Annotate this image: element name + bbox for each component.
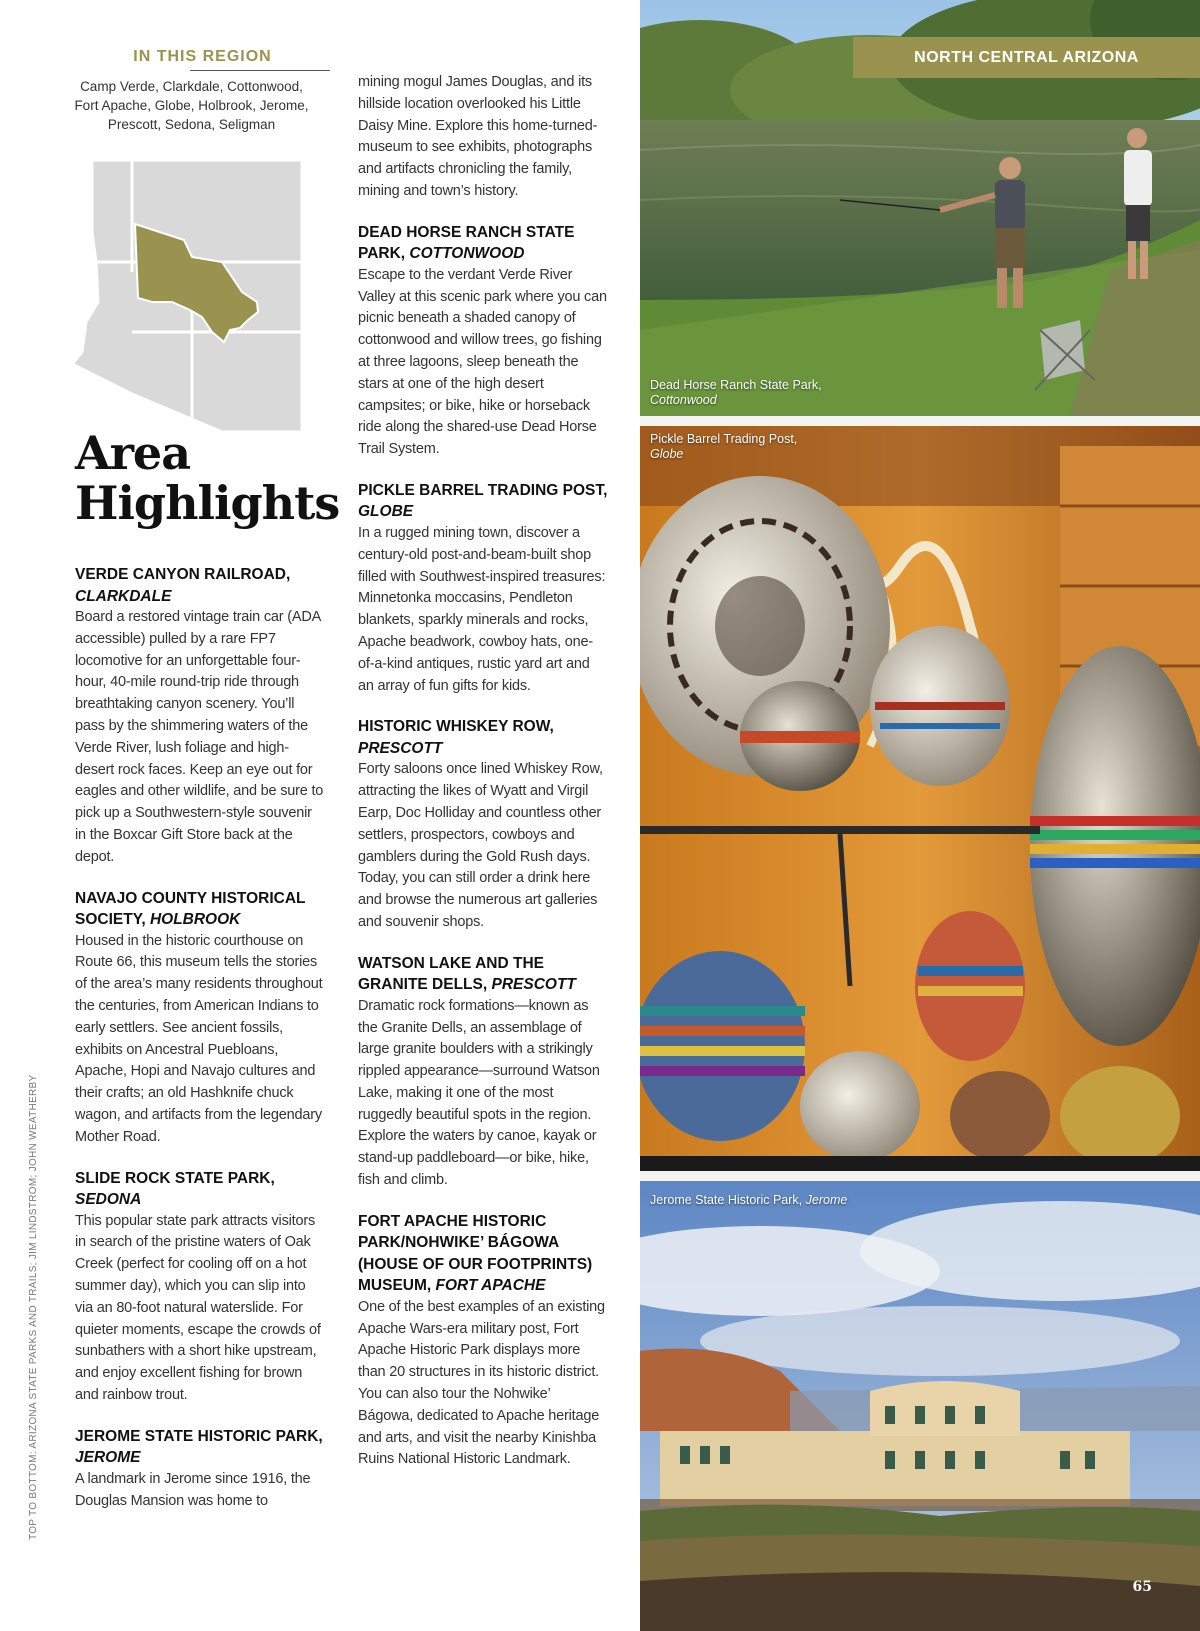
highlight-whiskey-row bbox=[358, 716, 608, 933]
pottery-image bbox=[640, 426, 1200, 1171]
highlight-name: FORT APACHE HISTORIC PARK/NOHWIKE’ BÁGOWA (HOUSE OF OUR FOOTPRINTS) MUSEUM, bbox=[358, 1212, 593, 1295]
highlight-pickle-barrel bbox=[358, 480, 608, 697]
highlight-heading bbox=[358, 480, 608, 523]
highlight-body: Forty saloons once lined Whiskey Row, attracting the likes of Wyatt and Virgil Earp, Doc Holliday and countless other settlers, prospectors, cowboys and gamblers during the Gold Rush days. Today, you can still order a drink here and browse the numerous art galleries and souvenir shops. bbox=[358, 761, 603, 930]
highlight-name: NAVAJO COUNTY HISTORICAL SOCIETY, bbox=[75, 889, 306, 929]
photo-caption bbox=[650, 1193, 847, 1208]
highlight-fort-apache bbox=[358, 1211, 608, 1471]
region-section-tag: NORTH CENTRAL ARIZONA bbox=[853, 37, 1200, 78]
highlight-place: FORT APACHE bbox=[435, 1277, 546, 1295]
page-number: 65 bbox=[1132, 1579, 1152, 1595]
photo-credit: TOP TO BOTTOM: ARIZONA STATE PARKS AND TRAILS; JIM LINDSTROM; JOHN WEATHERBY bbox=[28, 1074, 39, 1540]
caption-place: Jerome bbox=[805, 1193, 848, 1207]
highlight-heading bbox=[358, 953, 608, 996]
highlight-place: HOLBROOK bbox=[149, 911, 241, 929]
highlight-body: One of the best examples of an existing Apache Wars-era military post, Fort Apache Historic Park displays more than 20 structures in its historic district. You can also tour the Nohwike’ Bágowa, dedicated to Apache heritage and arts, and visit the nearby Kinishba Ruins National Historic Landmark. bbox=[358, 1298, 605, 1468]
highlight-place: COTTONWOOD bbox=[409, 245, 525, 263]
highlight-heading bbox=[75, 564, 325, 607]
photo-column bbox=[640, 0, 1200, 1631]
highlight-name: WATSON LAKE AND THE GRANITE DELLS, bbox=[358, 954, 544, 994]
highlight-navajo-county bbox=[75, 888, 325, 1149]
highlight-name: HISTORIC WHISKEY ROW, bbox=[358, 718, 554, 736]
caption-text: Dead Horse Ranch State Park, bbox=[650, 378, 822, 392]
title-line-1: Area bbox=[75, 426, 190, 480]
highlight-body: Housed in the historic courthouse on Route 66, this museum tells the stories of the area’s many residents throughout the centuries, from American Indians to early settlers. See ancient fossils, exhibits on Ancestral Puebloans, Apache, Hopi and Navajo cultures and their crafts; an old Hashknife chuck wagon, and artifacts from the legendary Mother Road. bbox=[75, 932, 323, 1145]
highlight-name: DEAD HORSE RANCH STATE PARK, bbox=[358, 223, 575, 263]
highlight-jerome-park bbox=[75, 1426, 325, 1513]
highlight-place: SEDONA bbox=[75, 1191, 142, 1209]
highlight-place: JEROME bbox=[75, 1449, 141, 1467]
jerome-continuation bbox=[358, 72, 608, 203]
page-title bbox=[75, 426, 340, 530]
highlight-verde-canyon bbox=[75, 564, 325, 869]
jerome-park-image bbox=[640, 1181, 1200, 1631]
title-line-2: Highlights bbox=[75, 476, 340, 530]
highlight-body: This popular state park attracts visitors in search of the pristine waters of Oak Creek (perfect for cooling off on a hot summer day), which you can slip into via an 80-foot natural waterslide. For quieter moments, escape the crowds of sunbathers with a short hike upstream, and enjoy excellent fishing for brown and rainbow trout. bbox=[75, 1212, 321, 1403]
region-heading: IN THIS REGION bbox=[133, 48, 272, 65]
highlight-heading bbox=[75, 888, 325, 931]
caption-place: Globe bbox=[650, 447, 684, 461]
highlight-name: JEROME STATE HISTORIC PARK, bbox=[75, 1427, 323, 1445]
highlight-place: GLOBE bbox=[358, 503, 414, 521]
highlight-heading bbox=[358, 1211, 608, 1297]
highlight-body: A landmark in Jerome since 1916, the Douglas Mansion was home to bbox=[75, 1470, 311, 1509]
photo-caption bbox=[650, 432, 797, 462]
highlight-heading bbox=[358, 222, 608, 265]
highlight-heading bbox=[75, 1426, 325, 1469]
highlight-body: Escape to the verdant Verde River Valley at this scenic park where you can picnic beneath a shaded canopy of cottonwood and willow trees, go fishing at three lagoons, sleep beneath the stars at one of the high desert campsites; or bike, hike or horseback ride along the shared-use Dead Horse Trail System. bbox=[358, 266, 607, 458]
highlight-heading bbox=[358, 716, 608, 759]
highlight-name: SLIDE ROCK STATE PARK, bbox=[75, 1169, 275, 1187]
highlight-place: CLARKDALE bbox=[75, 587, 172, 605]
photo-pickle-barrel bbox=[640, 426, 1200, 1171]
caption-text: Jerome State Historic Park, bbox=[650, 1193, 803, 1207]
highlight-place: PRESCOTT bbox=[358, 739, 443, 757]
highlight-watson-lake bbox=[358, 953, 608, 1192]
highlight-name: VERDE CANYON RAILROAD, bbox=[75, 566, 291, 583]
photo-caption bbox=[650, 378, 822, 408]
region-divider bbox=[190, 70, 330, 71]
highlight-body: Dramatic rock formations—known as the Granite Dells, an assemblage of large granite boulders with a strikingly rippled appearance—surround Watson Lake, making it one of the most ruggedly beautiful spots in the region. Explore the waters by canoe, kayak or stand-up paddleboard—or bike, hike, fish and climb. bbox=[358, 997, 600, 1189]
highlight-dead-horse-ranch bbox=[358, 222, 608, 461]
caption-text: Pickle Barrel Trading Post, bbox=[650, 432, 798, 446]
left-sections bbox=[75, 564, 325, 1531]
highlight-place: PRESCOTT bbox=[491, 976, 576, 994]
photo-jerome bbox=[640, 1181, 1200, 1631]
middle-column bbox=[358, 72, 608, 1490]
highlight-body: mining mogul James Douglas, and its hillside location overlooked his Little Daisy Mine. Explore this home-turned-museum to see exhibits, photographs and artifacts chronicling the family, mining and town’s history. bbox=[358, 74, 598, 199]
region-towns: Camp Verde, Clarkdale, Cottonwood, Fort Apache, Globe, Holbrook, Jerome, Prescott, Sedona, Seligman bbox=[74, 79, 309, 132]
highlight-name: PICKLE BARREL TRADING POST, bbox=[358, 481, 608, 499]
caption-place: Cottonwood bbox=[650, 393, 717, 407]
arizona-region-map bbox=[72, 152, 312, 432]
highlight-heading bbox=[75, 1168, 325, 1211]
photo-dead-horse-ranch bbox=[640, 0, 1200, 416]
highlight-body: In a rugged mining town, discover a century-old post-and-beam-built shop filled with Southwest-inspired treasures: Minnetonka moccasins, Pendleton blankets, sparkly minerals and rocks, Apache beadwork, cowboy hats, one-of-a-kind antiques, rustic yard art and an array of fun gifts for kids. bbox=[358, 524, 606, 694]
highlight-body: Board a restored vintage train car (ADA accessible) pulled by a rare FP7 locomotive for an unforgettable four-hour, 40-mile round-trip ride through breathtaking canyon scenery. You’ll pass by the shimmering waters of the Verde River, lush foliage and high-desert rock faces. Keep an eye out for eagles and other wildlife, and be sure to pick up a Southwestern-style souvenir in the Boxcar Gift Store back at the depot. bbox=[75, 609, 324, 865]
highlight-slide-rock bbox=[75, 1168, 325, 1407]
